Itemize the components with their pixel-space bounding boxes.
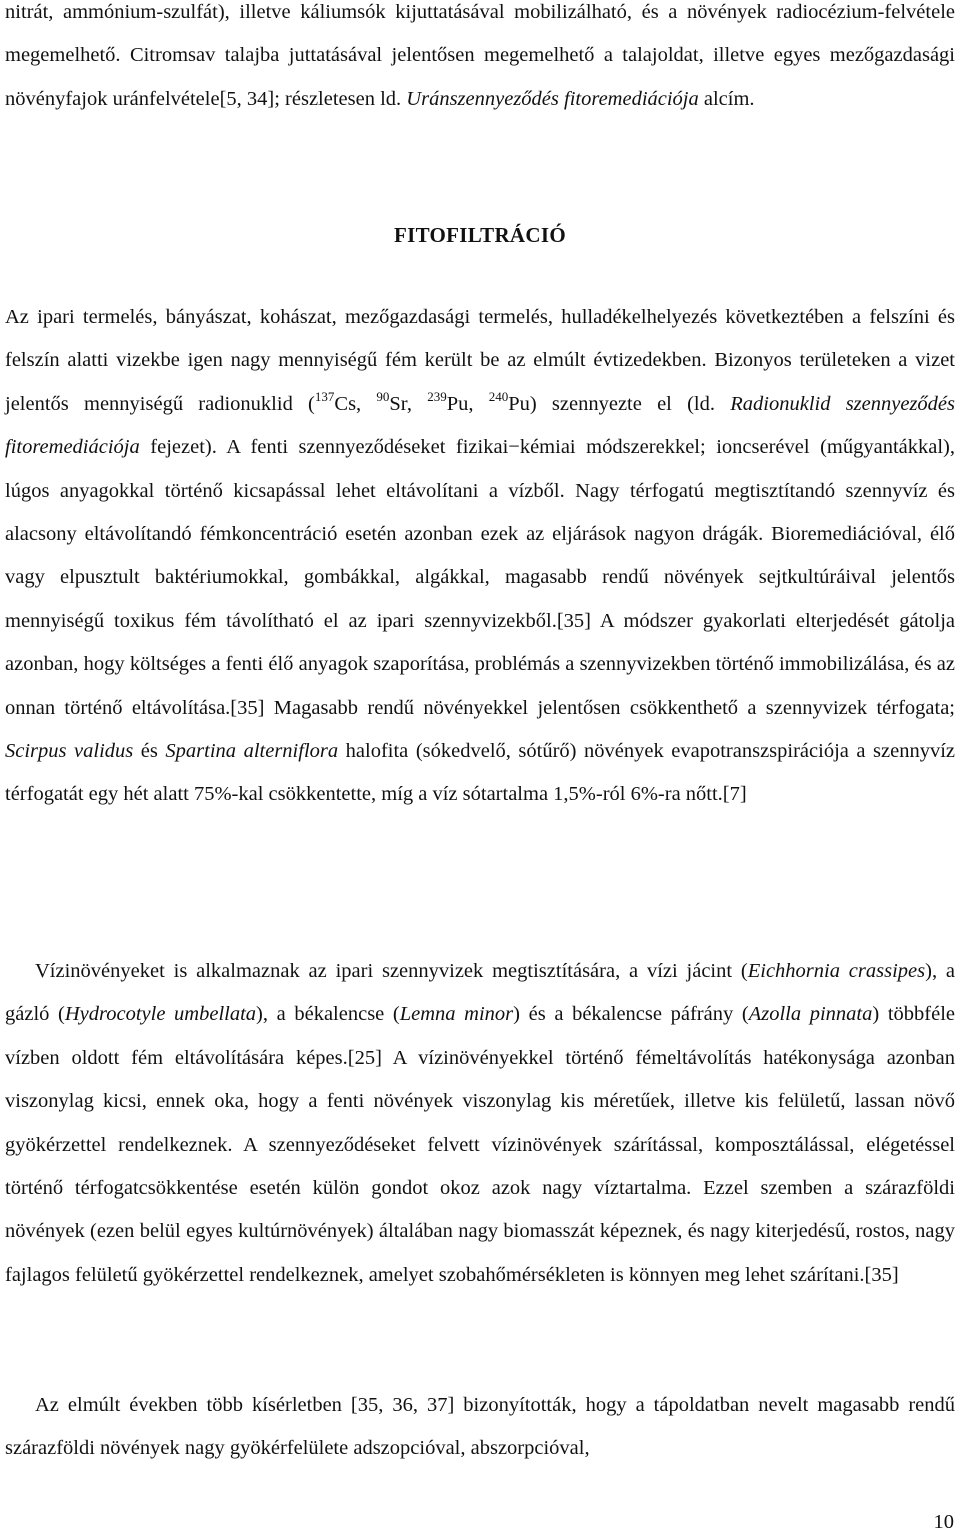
species-name: Scirpus validus bbox=[5, 740, 134, 763]
text: Az elmúlt években több kísérletben [35, 36, 37] bizonyították, hogy a tápoldatban nevelt magasabb rendű szárazföldi növények nagy gyökérfelülete adszopcióval, abszorpcióval, bbox=[5, 1394, 955, 1460]
text: halofita (sókedvelő, sótűrő) növények evapotranszspirációja a szennyvíz térfogatát egy hét alatt 75%-kal csökkentette, míg a víz sótartalma 1,5%-ról 6%-ra nőtt.[7] bbox=[5, 740, 956, 806]
paragraph-experiments bbox=[5, 1384, 955, 1471]
text: Sr, bbox=[389, 392, 428, 415]
section-reference: Uránszennyeződés fitoremediációja bbox=[406, 87, 699, 110]
isotope-mass: 90 bbox=[376, 388, 390, 404]
text: Cs, bbox=[334, 392, 377, 415]
text: ), a békalencse ( bbox=[256, 1003, 400, 1026]
paragraph-phytofiltration bbox=[5, 296, 955, 817]
species-name: Eichhornia crassipes bbox=[747, 960, 926, 982]
text: nitrát, ammónium-szulfát), illetve káliumsók kijuttatásával mobilizálható, és a növények radiocézium-felvétele megemelhető. Citromsav talajba juttatásával jelentősen megemelhető a talajoldat, illetve egyes mezőgazdasági növényfajok uránfelvétele[5, 34]; részletesen ld. bbox=[5, 1, 955, 110]
species-name: Azolla pinnata bbox=[748, 1003, 873, 1026]
text: és bbox=[133, 740, 166, 763]
text: Pu) szennyezte el (ld. bbox=[508, 392, 731, 415]
species-name: Hydrocotyle umbellata bbox=[64, 1003, 257, 1026]
text: ) és a békalencse páfrány ( bbox=[513, 1003, 749, 1026]
text: Vízinövényeket is alkalmaznak az ipari szennyvizek megtisztítására, a vízi jácint ( bbox=[35, 960, 748, 982]
section-title: FITOFILTRÁCIÓ bbox=[394, 223, 566, 247]
isotope-mass: 240 bbox=[488, 388, 509, 404]
text: ), a gázló ( bbox=[5, 960, 956, 1026]
paragraph-intro bbox=[5, 0, 955, 121]
paragraph-aquatic-plants bbox=[5, 950, 955, 1297]
isotope-mass: 137 bbox=[314, 388, 335, 404]
species-name: Lemna minor bbox=[399, 1003, 514, 1026]
text: ) többféle vízben oldott fém eltávolítására képes.[25] A vízinövényekkel történő fémeltávolítás hatékonysága azonban viszonylag kicsi, ennek oka, hogy a fenti növények viszonylag kis méretűek, illetve kis felületű, lassan növő gyökérzettel rendelkeznek. A szennyeződéseket felvett vízinövények szárítással, komposztálással, elégetéssel történő térfogatcsökkentése esetén külön gondot okoz azok nagy víztartalma. Ezzel szemben a szárazföldi növények (ezen belül egyes kultúrnövények) általában nagy biomasszát képeznek, és nagy kiterjedésű, rostos, nagy fajlagos felületű gyökérzettel rendelkeznek, amelyet szobahőmérsékleten is könnyen meg lehet szárítani.[35] bbox=[5, 1003, 955, 1286]
text: Az ipari termelés, bányászat, kohászat, mezőgazdasági termelés, hulladékelhelyezés következtében a felszíni és felszín alatti vizekbe igen nagy mennyiségű fém került be az elmúlt évtizedekben. Bizonyos területeken a vizet jelentős mennyiségű radionuklid ( bbox=[5, 306, 955, 415]
page-number: 10 bbox=[933, 1511, 954, 1533]
isotope-mass: 239 bbox=[427, 388, 447, 404]
text: fejezet). A fenti szennyeződéseket fizikai−kémiai módszerekkel; ioncserével (műgyantákkal), lúgos anyagokkal történő kicsapással lehet eltávolítani a vízből. Nagy térfogatú megtisztítandó szennyvíz és alacsony eltávolítandó fémkoncentráció esetén azonban ezek az eljárások nagyon drágák. Bioremediációval, élő vagy elpusztult baktériumokkal, gombákkal, algákkal, magasabb rendű növények sejtkultúráival jelentős mennyiségű toxikus fém távolítható el az ipari szennyvizekből.[35] A módszer gyakorlati elterjedését gátolja azonban, hogy költséges a fenti élő anyagok szaporítása, problémás a szennyvizekben történő immobilizálása, és az onnan történő eltávolítása.[35] Magasabb rendű növényekkel jelentősen csökkenthető a szennyvizek térfogata; bbox=[5, 436, 955, 719]
text: Pu, bbox=[446, 392, 489, 415]
species-name: Spartina alterniflora bbox=[165, 740, 339, 763]
text: alcím. bbox=[698, 87, 755, 110]
chapter-reference: Radionuklid szennyeződés fitoremediációja bbox=[5, 392, 956, 459]
